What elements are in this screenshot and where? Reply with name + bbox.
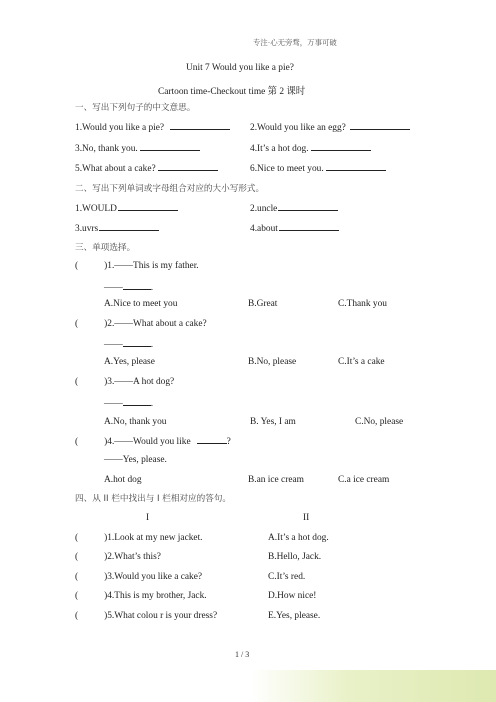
s1-item-1-text: 1.Would you like a pie? xyxy=(75,123,165,133)
mc-question-2 xyxy=(75,319,207,329)
s2-item-1-text: 1.WOULD xyxy=(75,204,117,214)
mc-question-3 xyxy=(75,377,174,387)
paren-open: ( xyxy=(75,591,79,601)
reply-dash: —— xyxy=(104,399,123,409)
paren-close: ) xyxy=(104,377,108,387)
section-1-heading: 一、写出下列句子的中文意思。 xyxy=(75,103,196,113)
s1-item-3-text: 3.No, thank you. xyxy=(75,144,138,154)
answer-blank[interactable] xyxy=(350,121,410,130)
s1-item-6 xyxy=(250,162,386,174)
title-line-1: Unit 7 Would you like a pie? xyxy=(186,63,294,73)
match-row-3 xyxy=(75,572,202,582)
answer-blank[interactable] xyxy=(278,202,338,211)
match-row-4-right: D.How nice! xyxy=(268,591,317,601)
paren-open: ( xyxy=(75,319,79,329)
paren-close: ) xyxy=(104,437,108,447)
answer-blank[interactable] xyxy=(118,202,178,211)
answer-blank[interactable] xyxy=(123,338,151,347)
s1-item-4-text: 4.It’s a hot dog. xyxy=(250,144,309,154)
paren-close: ) xyxy=(104,261,108,271)
mc-question-4 xyxy=(75,435,231,447)
mc-q1-option-b[interactable]: B.Great xyxy=(248,299,278,309)
answer-blank[interactable] xyxy=(99,222,159,231)
reply-dash: —— xyxy=(104,283,123,293)
answer-blank[interactable] xyxy=(123,397,151,406)
column-i-header: I xyxy=(146,513,150,523)
mc-q3-option-a[interactable]: A.No, thank you xyxy=(104,417,167,427)
s2-item-3-text: 3.uvrs xyxy=(75,224,99,234)
mc-question-3-reply xyxy=(104,397,153,409)
page-number: 1 / 3 xyxy=(235,650,250,659)
match-row-5-right: E.Yes, please. xyxy=(268,611,321,621)
answer-blank[interactable] xyxy=(311,142,371,151)
mc-q1-option-c[interactable]: C.Thank you xyxy=(338,299,387,309)
s1-item-1 xyxy=(75,121,230,133)
mc-question-3-stem: 3.——A hot dog? xyxy=(107,377,175,387)
paren-open: ( xyxy=(75,611,79,621)
match-row-4-left: )4.This is my brother, Jack. xyxy=(104,591,207,601)
match-row-1 xyxy=(75,533,203,543)
reply-dot: . xyxy=(150,340,154,350)
match-row-1-right: A.It’s a hot dog. xyxy=(268,533,329,543)
s2-item-2-text: 2.uncle xyxy=(250,204,278,214)
mc-question-1-stem: 1.——This is my father. xyxy=(107,261,199,271)
mc-question-4-stem-end: ? xyxy=(226,437,231,447)
mc-q2-option-a[interactable]: A.Yes, please xyxy=(104,357,155,367)
header-motto: 专注·心无旁骛，万事可破 xyxy=(253,38,337,47)
match-row-3-left: )3.Would you like a cake? xyxy=(104,572,203,582)
mc-q4-option-c[interactable]: C.a ice cream xyxy=(338,475,390,485)
paren-open: ( xyxy=(75,533,79,543)
mc-question-1 xyxy=(75,261,199,271)
mc-q4-option-b[interactable]: B.an ice cream xyxy=(248,475,304,485)
reply-dot: . xyxy=(150,283,154,293)
match-row-2-left: )2.What’s this? xyxy=(104,552,161,562)
reply-dash: —— xyxy=(104,340,123,350)
paren-close: ) xyxy=(104,319,108,329)
answer-blank[interactable] xyxy=(326,162,386,171)
footer-decoration xyxy=(250,670,496,702)
mc-question-4-stem: 4.——Would you like xyxy=(107,437,191,447)
s2-item-3 xyxy=(75,222,159,234)
paren-open: ( xyxy=(75,552,79,562)
answer-blank[interactable] xyxy=(140,142,200,151)
mc-question-2-stem: 2.——What about a cake? xyxy=(107,319,207,329)
mc-question-2-reply xyxy=(104,338,153,350)
mc-q2-option-b[interactable]: B.No, please xyxy=(248,357,297,367)
match-row-5 xyxy=(75,611,217,621)
mc-question-1-reply xyxy=(104,281,153,293)
s1-item-3 xyxy=(75,142,200,154)
answer-blank[interactable] xyxy=(170,121,230,130)
s1-item-2 xyxy=(250,121,410,133)
answer-blank[interactable] xyxy=(158,162,218,171)
mc-q4-option-a[interactable]: A.hot dog xyxy=(104,475,142,485)
section-3-heading: 三、单项选择。 xyxy=(75,243,136,253)
match-row-2 xyxy=(75,552,161,562)
mc-q2-option-c[interactable]: C.It’s a cake xyxy=(338,357,385,367)
match-row-3-right: C.It’s red. xyxy=(268,572,306,582)
mc-q1-option-a[interactable]: A.Nice to meet you xyxy=(104,299,178,309)
s1-item-6-text: 6.Nice to meet you. xyxy=(250,164,324,174)
match-row-1-left: )1.Look at my new jacket. xyxy=(104,533,203,543)
s1-item-2-text: 2.Would you like an egg? xyxy=(250,123,346,133)
s1-item-5-text: 5.What about a cake? xyxy=(75,164,156,174)
answer-blank[interactable] xyxy=(123,281,151,290)
mc-q3-option-b[interactable]: B. Yes, I am xyxy=(250,417,296,427)
s1-item-4 xyxy=(250,142,371,154)
match-row-5-left: )5.What colou r is your dress? xyxy=(104,611,218,621)
mc-q3-option-c[interactable]: C.No, please xyxy=(355,417,404,427)
paren-open: ( xyxy=(75,572,79,582)
section-4-heading: 四、从 II 栏中找出与 I 栏相对应的答句。 xyxy=(75,494,232,504)
column-ii-header: II xyxy=(303,513,310,523)
paren-open: ( xyxy=(75,377,79,387)
paren-open: ( xyxy=(75,437,79,447)
title-line-2: Cartoon time-Checkout time 第 2 课时 xyxy=(158,87,306,97)
paren-open: ( xyxy=(75,261,79,271)
answer-blank[interactable] xyxy=(197,435,227,444)
s2-item-4-text: 4.about xyxy=(250,224,278,234)
mc-question-4-reply: ——Yes, please. xyxy=(104,455,167,465)
s2-item-2 xyxy=(250,202,338,214)
s2-item-1 xyxy=(75,202,178,214)
answer-blank[interactable] xyxy=(279,222,339,231)
s1-item-5 xyxy=(75,162,218,174)
section-2-heading: 二、写出下列单词或字母组合对应的大小写形式。 xyxy=(75,184,265,194)
match-row-4 xyxy=(75,591,207,601)
s2-item-4 xyxy=(250,222,339,234)
match-row-2-right: B.Hello, Jack. xyxy=(268,552,322,562)
reply-dot: . xyxy=(150,399,154,409)
